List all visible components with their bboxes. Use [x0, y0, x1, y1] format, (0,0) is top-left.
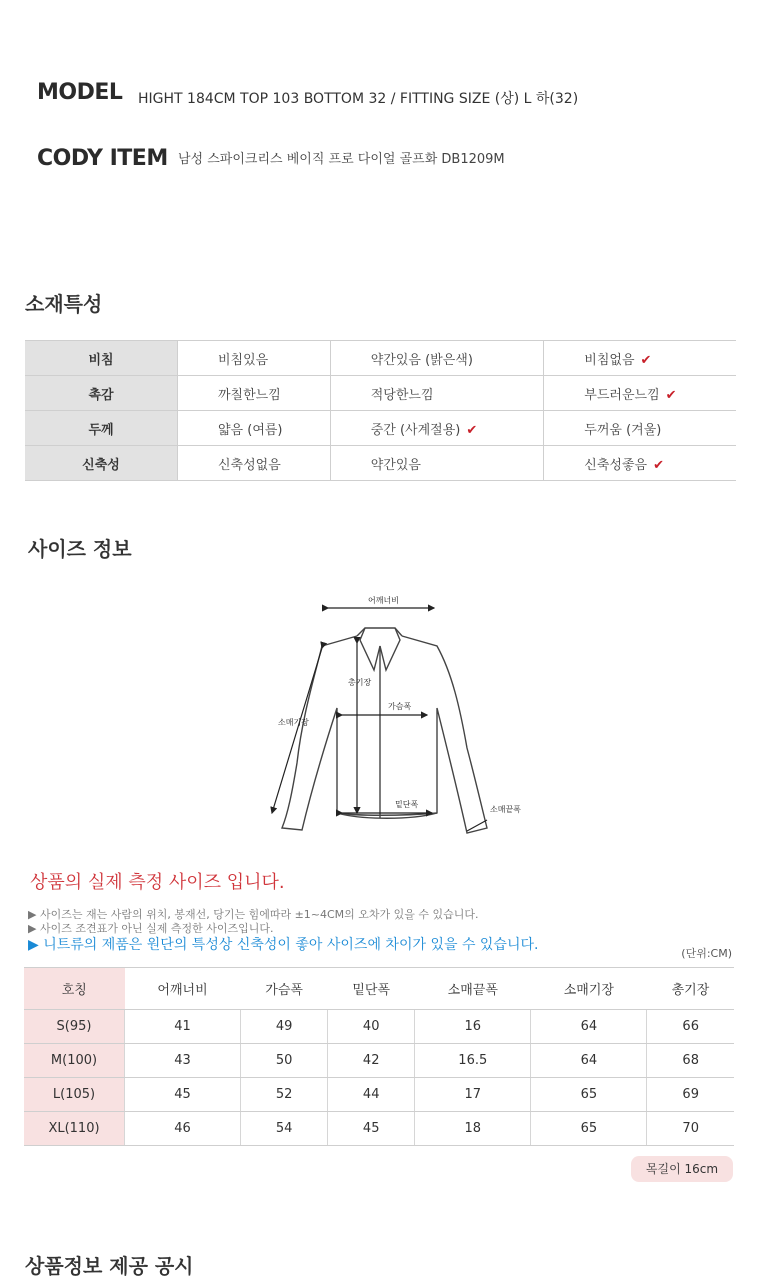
size-value-cell: 41 — [125, 1010, 241, 1044]
size-value-cell: 70 — [647, 1112, 734, 1146]
size-info-title: 사이즈 정보 — [28, 537, 132, 561]
material-option — [178, 446, 331, 481]
material-option-label: 약간있음 (밝은색) — [370, 352, 473, 368]
material-row-label: 촉감 — [25, 376, 178, 411]
label-chest: 가슴폭 — [388, 702, 412, 711]
size-value-cell: 54 — [241, 1112, 328, 1146]
size-value-cell: 52 — [241, 1078, 328, 1112]
size-value-cell: 68 — [647, 1044, 734, 1078]
size-value-cell: 65 — [531, 1078, 647, 1112]
size-note: 상품의 실제 측정 사이즈 입니다. — [30, 872, 285, 893]
material-option — [178, 411, 331, 446]
size-value-cell: 50 — [241, 1044, 328, 1078]
size-table-header: 가슴폭 — [241, 968, 328, 1010]
size-value-cell: 40 — [328, 1010, 415, 1044]
label-total-length: 총기장 — [348, 678, 372, 687]
jacket-size-diagram — [262, 588, 532, 843]
material-option-label: 약간있음 — [370, 457, 421, 473]
material-title: 소재특성 — [25, 292, 103, 316]
cody-item-info: 남성 스파이크리스 베이직 프로 다이얼 골프화 DB1209M — [178, 152, 505, 167]
check-icon: ✔ — [653, 457, 664, 473]
check-icon: ✔ — [640, 352, 652, 368]
size-table-header: 소매끝폭 — [415, 968, 531, 1010]
label-sleeve-length: 소매기장 — [278, 718, 309, 727]
model-info: HIGHT 184CM TOP 103 BOTTOM 32 / FITTING SIZE (상) L 하(32) — [138, 91, 579, 107]
size-value-cell: 49 — [241, 1010, 328, 1044]
size-table-row — [24, 1078, 734, 1112]
size-value-cell: 65 — [531, 1112, 647, 1146]
material-option — [178, 341, 331, 376]
size-value-cell: 43 — [125, 1044, 241, 1078]
size-table-header: 밑단폭 — [328, 968, 415, 1010]
size-value-cell: 46 — [125, 1112, 241, 1146]
size-value-cell: 64 — [531, 1010, 647, 1044]
material-option-label: 비침있음 — [218, 352, 269, 368]
size-table-row — [24, 1010, 734, 1044]
size-fine-note-2: ▶ 사이즈 조견표가 아닌 실제 측정한 사이즈입니다. — [28, 922, 274, 935]
material-option-label: 신축성없음 — [218, 457, 281, 473]
material-option-label: 얇음 (여름) — [218, 422, 283, 438]
size-table — [24, 967, 734, 1146]
size-value-cell: 66 — [647, 1010, 734, 1044]
cody-item-label: CODY ITEM — [37, 146, 168, 171]
size-table-header: 호칭 — [24, 968, 125, 1010]
material-option — [544, 446, 736, 481]
material-option — [544, 341, 736, 376]
size-table-row — [24, 1112, 734, 1146]
size-name-cell: XL(110) — [24, 1112, 125, 1146]
size-table-header: 총기장 — [647, 968, 734, 1010]
material-option-label: 두꺼움 (겨울) — [584, 422, 662, 438]
label-hem: 밑단폭 — [395, 800, 419, 809]
check-icon: ✔ — [466, 422, 478, 438]
material-row — [25, 411, 736, 446]
unit-label: (단위:CM) — [681, 947, 732, 960]
size-fine-note-1: ▶ 사이즈는 재는 사람의 위치, 봉재선, 당기는 힘에따라 ±1~4CM의 오차가 있을 수 있습니다. — [28, 908, 479, 921]
material-option — [330, 341, 544, 376]
product-notice-title: 상품정보 제공 공시 — [25, 1254, 194, 1278]
size-table-header: 어깨너비 — [125, 968, 241, 1010]
size-value-cell: 16 — [415, 1010, 531, 1044]
knit-note: ▶ 니트류의 제품은 원단의 특성상 신축성이 좋아 사이즈에 차이가 있을 수 있습니다. — [28, 937, 539, 953]
material-option-label: 부드러운느낌 — [584, 387, 660, 403]
size-value-cell: 17 — [415, 1078, 531, 1112]
material-table — [25, 340, 736, 481]
label-cuff: 소매끝폭 — [490, 805, 521, 814]
material-option — [544, 376, 736, 411]
model-label: MODEL — [37, 80, 123, 105]
check-icon: ✔ — [665, 387, 677, 403]
material-option-label: 적당한느낌 — [370, 387, 434, 403]
size-name-cell: S(95) — [24, 1010, 125, 1044]
material-option-label: 신축성좋음 — [584, 457, 648, 473]
material-row-label: 비침 — [25, 341, 178, 376]
size-value-cell: 64 — [531, 1044, 647, 1078]
material-option — [330, 411, 544, 446]
size-value-cell: 16.5 — [415, 1044, 531, 1078]
size-value-cell: 42 — [328, 1044, 415, 1078]
material-option — [178, 376, 331, 411]
material-option — [330, 376, 544, 411]
size-value-cell: 45 — [328, 1112, 415, 1146]
label-shoulder: 어깨너비 — [368, 596, 399, 605]
material-row — [25, 446, 736, 481]
material-row-label: 신축성 — [25, 446, 178, 481]
material-option — [330, 446, 544, 481]
size-value-cell: 45 — [125, 1078, 241, 1112]
material-option — [544, 411, 736, 446]
material-option-label: 중간 (사계절용) — [370, 422, 461, 438]
size-name-cell: M(100) — [24, 1044, 125, 1078]
material-row — [25, 341, 736, 376]
size-table-header: 소매기장 — [531, 968, 647, 1010]
neck-length-badge: 목길이 16cm — [631, 1156, 733, 1182]
size-value-cell: 18 — [415, 1112, 531, 1146]
size-table-row — [24, 1044, 734, 1078]
size-name-cell: L(105) — [24, 1078, 125, 1112]
material-option-label: 까칠한느낌 — [218, 387, 281, 403]
material-row-label: 두께 — [25, 411, 178, 446]
material-row — [25, 376, 736, 411]
size-value-cell: 44 — [328, 1078, 415, 1112]
size-value-cell: 69 — [647, 1078, 734, 1112]
material-option-label: 비침없음 — [584, 352, 635, 368]
